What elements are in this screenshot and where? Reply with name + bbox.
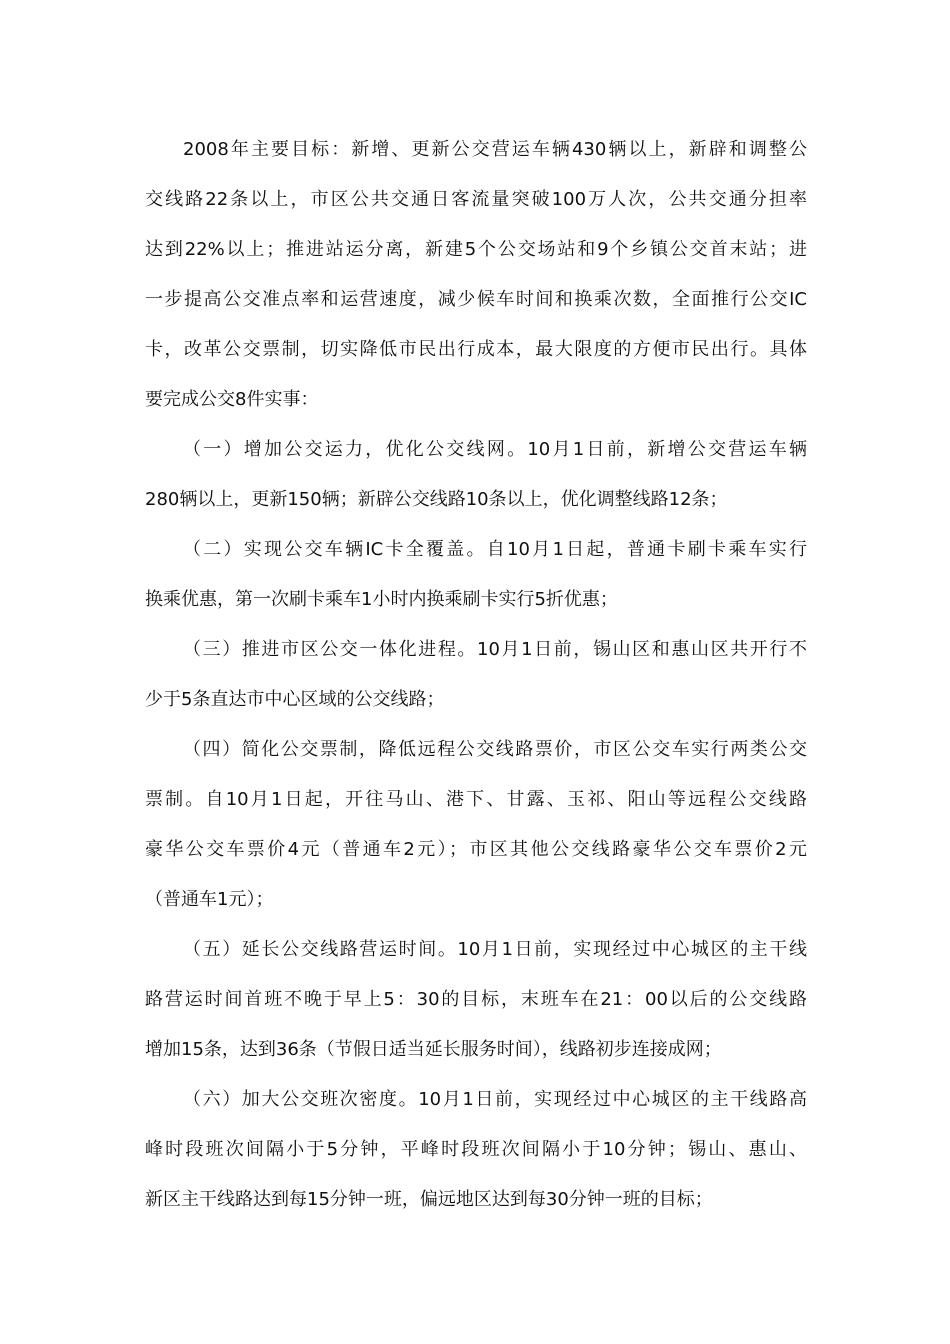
text-line: （普通车1元）；	[145, 889, 274, 910]
text-line: （三）推进市区公交一体化进程。10月1日前，锡山区和惠山区共开行不	[183, 639, 807, 660]
text-line: 新区主干线路达到每15分钟一班，偏远地区达到每30分钟一班的目标；	[145, 1189, 713, 1210]
text-line: 一步提高公交准点率和运营速度，减少候车时间和换乘次数，全面推行公交IC	[145, 289, 807, 310]
text-line: 路营运时间首班不晚于早上5：30的目标，末班车在21：00以后的公交线路	[145, 989, 807, 1010]
text-line: （六）加大公交班次密度。10月1日前，实现经过中心城区的主干线路高	[183, 1089, 807, 1110]
text-line: （四）简化公交票制，降低远程公交线路票价，市区公交车实行两类公交	[183, 739, 807, 760]
text-line: （一）增加公交运力，优化公交线网。10月1日前，新增公交营运车辆	[183, 439, 807, 460]
text-line: 280辆以上，更新150辆；新辟公交线路10条以上，优化调整线路12条；	[145, 489, 728, 510]
text-line: 票制。自10月1日起，开往马山、港下、甘露、玉祁、阳山等远程公交线路	[145, 789, 807, 810]
text-line: 少于5条直达市中心区域的公交线路；	[145, 689, 445, 710]
text-line: （五）延长公交线路营运时间。10月1日前，实现经过中心城区的主干线	[183, 939, 807, 960]
text-line: 交线路22条以上，市区公共交通日客流量突破100万人次，公共交通分担率	[145, 189, 807, 210]
text-line: 豪华公交车票价4元（普通车2元）；市区其他公交线路豪华公交车票价2元	[145, 839, 807, 860]
text-line: 峰时段班次间隔小于5分钟，平峰时段班次间隔小于10分钟；锡山、惠山、	[145, 1139, 807, 1160]
text-line: 2008年主要目标：新增、更新公交营运车辆430辆以上，新辟和调整公	[183, 139, 807, 160]
text-line: 要完成公交8件实事：	[145, 389, 319, 410]
text-line: 增加15条，达到36条（节假日适当延长服务时间），线路初步连接成网；	[145, 1039, 722, 1060]
text-line: （二）实现公交车辆IC卡全覆盖。自10月1日起，普通卡刷卡乘车实行	[183, 539, 807, 560]
text-line: 换乘优惠，第一次刷卡乘车1小时内换乘刷卡实行5折优惠；	[145, 589, 618, 610]
text-line: 卡，改革公交票制，切实降低市民出行成本，最大限度的方便市民出行。具体	[145, 339, 807, 360]
text-line: 达到22%以上；推进站运分离，新建5个公交场站和9个乡镇公交首末站；进	[145, 239, 807, 260]
